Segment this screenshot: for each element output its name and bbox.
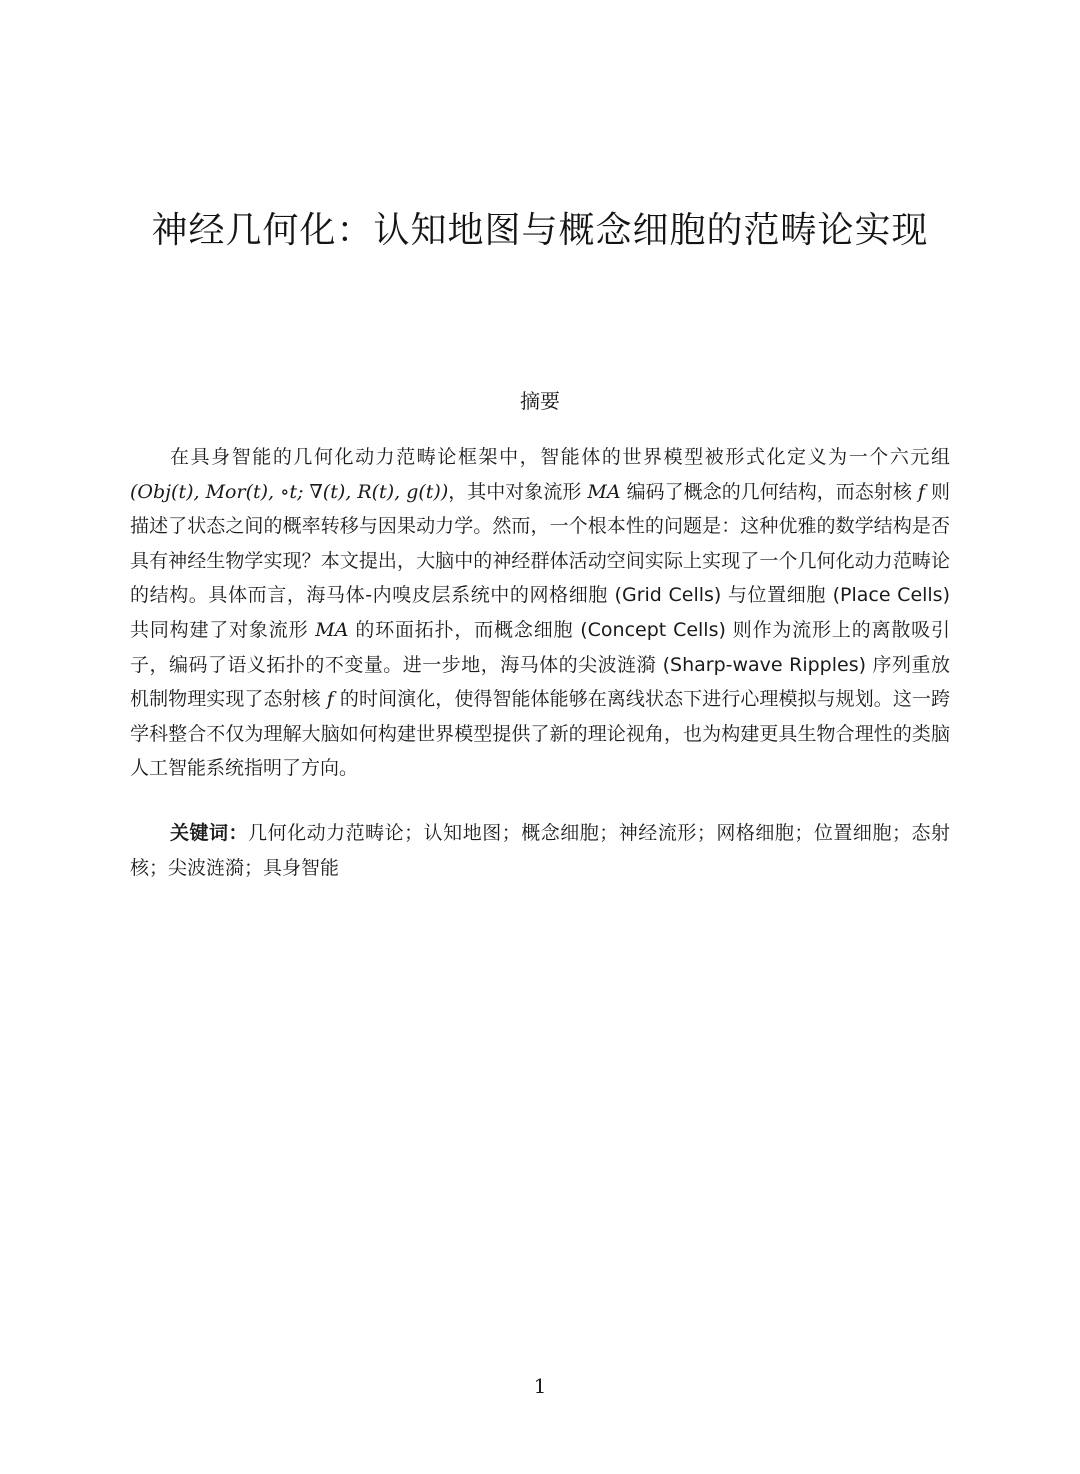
keywords-paragraph: [130, 816, 950, 885]
abstract-text-4: 则描述了状态之间的概率转移与因果动力学。然而，一个根本性的问题是：这种优雅的数学结构是否具有神经生物学实现？本文提出，大脑中的神经群体活动空间实际上实现了一个几何化动力范畴论的结构。具体而言，海马体-内嗅皮层系统中的网格细胞 (Grid Cells) 与位置细胞 (Place Cells) 共同构建了对象流形: [130, 480, 950, 641]
abstract-paragraph: [130, 440, 950, 786]
abstract-text-3: 编码了概念的几何结构，而态射核: [620, 480, 918, 503]
abstract-text-6: 的时间演化，使得智能体能够在离线状态下进行心理模拟与规划。这一跨学科整合不仅为理解大脑如何构建世界模型提供了新的理论视角，也为构建更具生物合理性的类脑人工智能系统指明了方向。: [130, 688, 950, 780]
abstract-heading: 摘要: [520, 389, 560, 413]
abstract-text-5: 的环面拓扑，而概念细胞 (Concept Cells) 则作为流形上的离散吸引子，编码了语义拓扑的不变量。进一步地，海马体的尖波涟漪 (Sharp-wave Ripples) 序列重放机制物理实现了态射核: [130, 618, 950, 711]
kernel-symbol: f: [917, 480, 925, 503]
abstract-text-2: ，其中对象流形: [448, 480, 588, 503]
keywords-list: 几何化动力范畴论；认知地图；概念细胞；神经流形；网格细胞；位置细胞；态射核；尖波涟漪；具身智能: [130, 822, 950, 879]
page-number: 1: [533, 1374, 547, 1398]
manifold-symbol: MA: [587, 480, 621, 503]
paper-title: 神经几何化：认知地图与概念细胞的范畴论实现: [151, 210, 929, 251]
kernel-symbol-2: f: [326, 688, 334, 711]
manifold-symbol-2: MA: [315, 618, 349, 641]
keywords-label: 关键词：: [170, 822, 249, 844]
world-model-tuple: (Obj(t), Mor(t), ∘t; ∇(t), R(t), g(t)): [130, 480, 449, 503]
abstract-text-1: 在具身智能的几何化动力范畴论框架中，智能体的世界模型被形式化定义为一个六元组: [170, 446, 950, 468]
